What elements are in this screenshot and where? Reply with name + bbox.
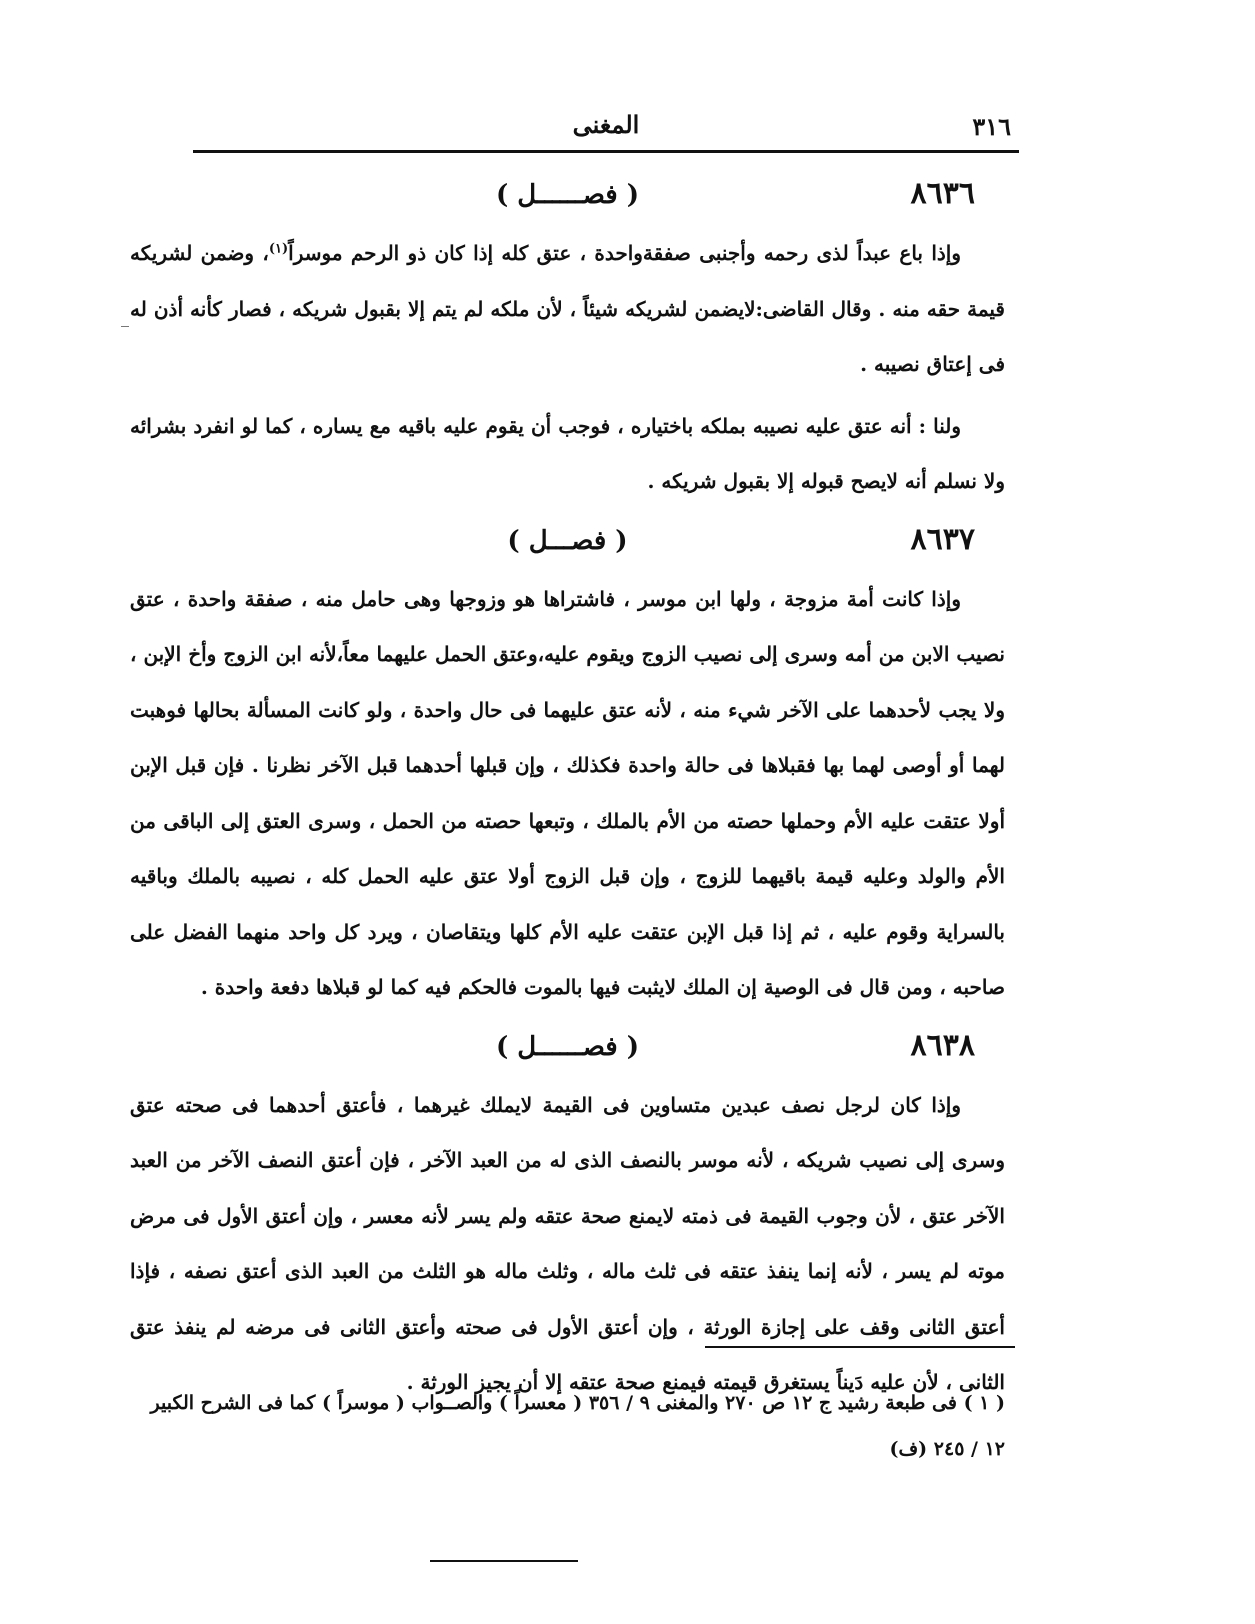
section-8637 bbox=[130, 516, 1005, 1016]
footnote-rule bbox=[705, 1346, 1015, 1348]
paragraph-text: وإذا باع عبداً لذى رحمه وأجنبى صفقةواحدة ، عتق كله إذا كان ذو الرحم موسراً bbox=[288, 241, 961, 265]
page-number: ٣١٦ bbox=[972, 112, 1011, 141]
margin-mark bbox=[121, 326, 129, 329]
section-label: ( فصـــل ) bbox=[507, 525, 628, 556]
footnote-reference[interactable]: (١) bbox=[268, 241, 289, 257]
section-label: ( فصــــــل ) bbox=[495, 1031, 640, 1062]
header-rule bbox=[193, 150, 1019, 153]
section-heading bbox=[130, 170, 1005, 226]
section-heading bbox=[130, 1022, 1005, 1078]
running-title: المغنى bbox=[572, 110, 640, 139]
page-body bbox=[130, 170, 1005, 1417]
bottom-rule bbox=[430, 1560, 578, 1562]
paragraph-text: ، وضمن لشريكه قيمة حقه منه . وقال القاضى:لايضمن لشريكه شيئاً ، لأن ملكه لم يتم إلا بقبول شريكه ، فصار كأنه أذن له فى إعتاق نصيبه . bbox=[130, 241, 1005, 376]
footnote: ( ١ ) فى طبعة رشيد ج ١٢ ص ٢٧٠ والمغنى ٩ / ٣٥٦ ( معسراً ) والصــواب ( موسراً ) كما فى الشرح الكبير ١٢ / ٢٤٥ (ف) bbox=[150, 1392, 1005, 1460]
paragraph bbox=[130, 226, 1005, 393]
section-8638 bbox=[130, 1022, 1005, 1411]
section-label: ( فصــــــل ) bbox=[495, 180, 640, 210]
section-number: ٨٦٣٧ bbox=[910, 521, 975, 557]
section-number: ٨٦٣٨ bbox=[910, 1027, 975, 1063]
section-number: ٨٦٣٦ bbox=[910, 176, 975, 211]
paragraph: وإذا كان لرجل نصف عبدين متساوين فى القيمة لايملك غيرهما ، فأعتق أحدهما فى صحته عتق وسرى إلى نصيب شريكه ، لأنه موسر بالنصف الذى له من العبد الآخر ، فإن أعتق النصف الآخر من العبد الآخر عتق ، لأن وجوب القيمة فى ذمته لايمنع صحة عتقه ولم يسر لأنه معسر ، وإن أعتق الأول فى مرض موته لم يسر ، لأنه إنما ينفذ عتقه فى ثلث ماله ، وثلث ماله هو الثلث من العبد الذى أعتق نصفه ، فإذا أعتق الثانى وقف على إجازة الورثة ، وإن أعتق الأول فى صحته وأعتق الثانى فى مرضه لم ينفذ عتق الثانى ، لأن عليه دَيناً يستغرق قيمته فيمنع صحة عتقه إلا أن يجيز الورثة . bbox=[130, 1092, 1005, 1394]
paragraph: ولنا : أنه عتق عليه نصيبه بملكه باختياره ، فوجب أن يقوم عليه باقيه مع يساره ، كما لو انفرد بشرائه ولا نسلم أنه لايصح قبوله إلا بقبول شريكه . bbox=[130, 413, 1005, 493]
paragraph: وإذا كانت أمة مزوجة ، ولها ابن موسر ، فاشتراها هو وزوجها وهى حامل منه ، صفقة واحدة ، عتق نصيب الابن من أمه وسرى إلى نصيب الزوج ويقوم عليه،وعتق الحمل عليهما معاً،لأنه ابن الزوج وأخ الإبن ، ولا يجب لأحدهما على الآخر شيء منه ، لأنه عتق عليهما فى حال واحدة ، ولو كانت المسألة بحالها فوهبت لهما أو أوصى لهما بها فقبلاها فى حالة واحدة فكذلك ، وإن قبلها أحدهما قبل الآخر نظرنا . فإن قبل الإبن أولا عتقت عليه الأم وحملها حصته من الأم بالملك ، وتبعها حصته من الحمل ، وسرى العتق إلى الباقى من الأم والولد وعليه قيمة باقيهما للزوج ، وإن قبل الزوج أولا عتق عليه الحمل كله ، نصيبه بالملك وباقيه بالسراية وقوم عليه ، ثم إذا قبل الإبن عتقت عليه الأم كلها ويتقاصان ، ويرد كل واحد منهما الفضل على صاحبه ، ومن قال فى الوصية إن الملك لايثبت فيها بالموت فالحكم فيه كما لو قبلاها دفعة واحدة . bbox=[130, 586, 1006, 999]
page-header bbox=[193, 108, 1019, 152]
section-8636 bbox=[130, 170, 1005, 510]
section-heading bbox=[130, 516, 1005, 572]
